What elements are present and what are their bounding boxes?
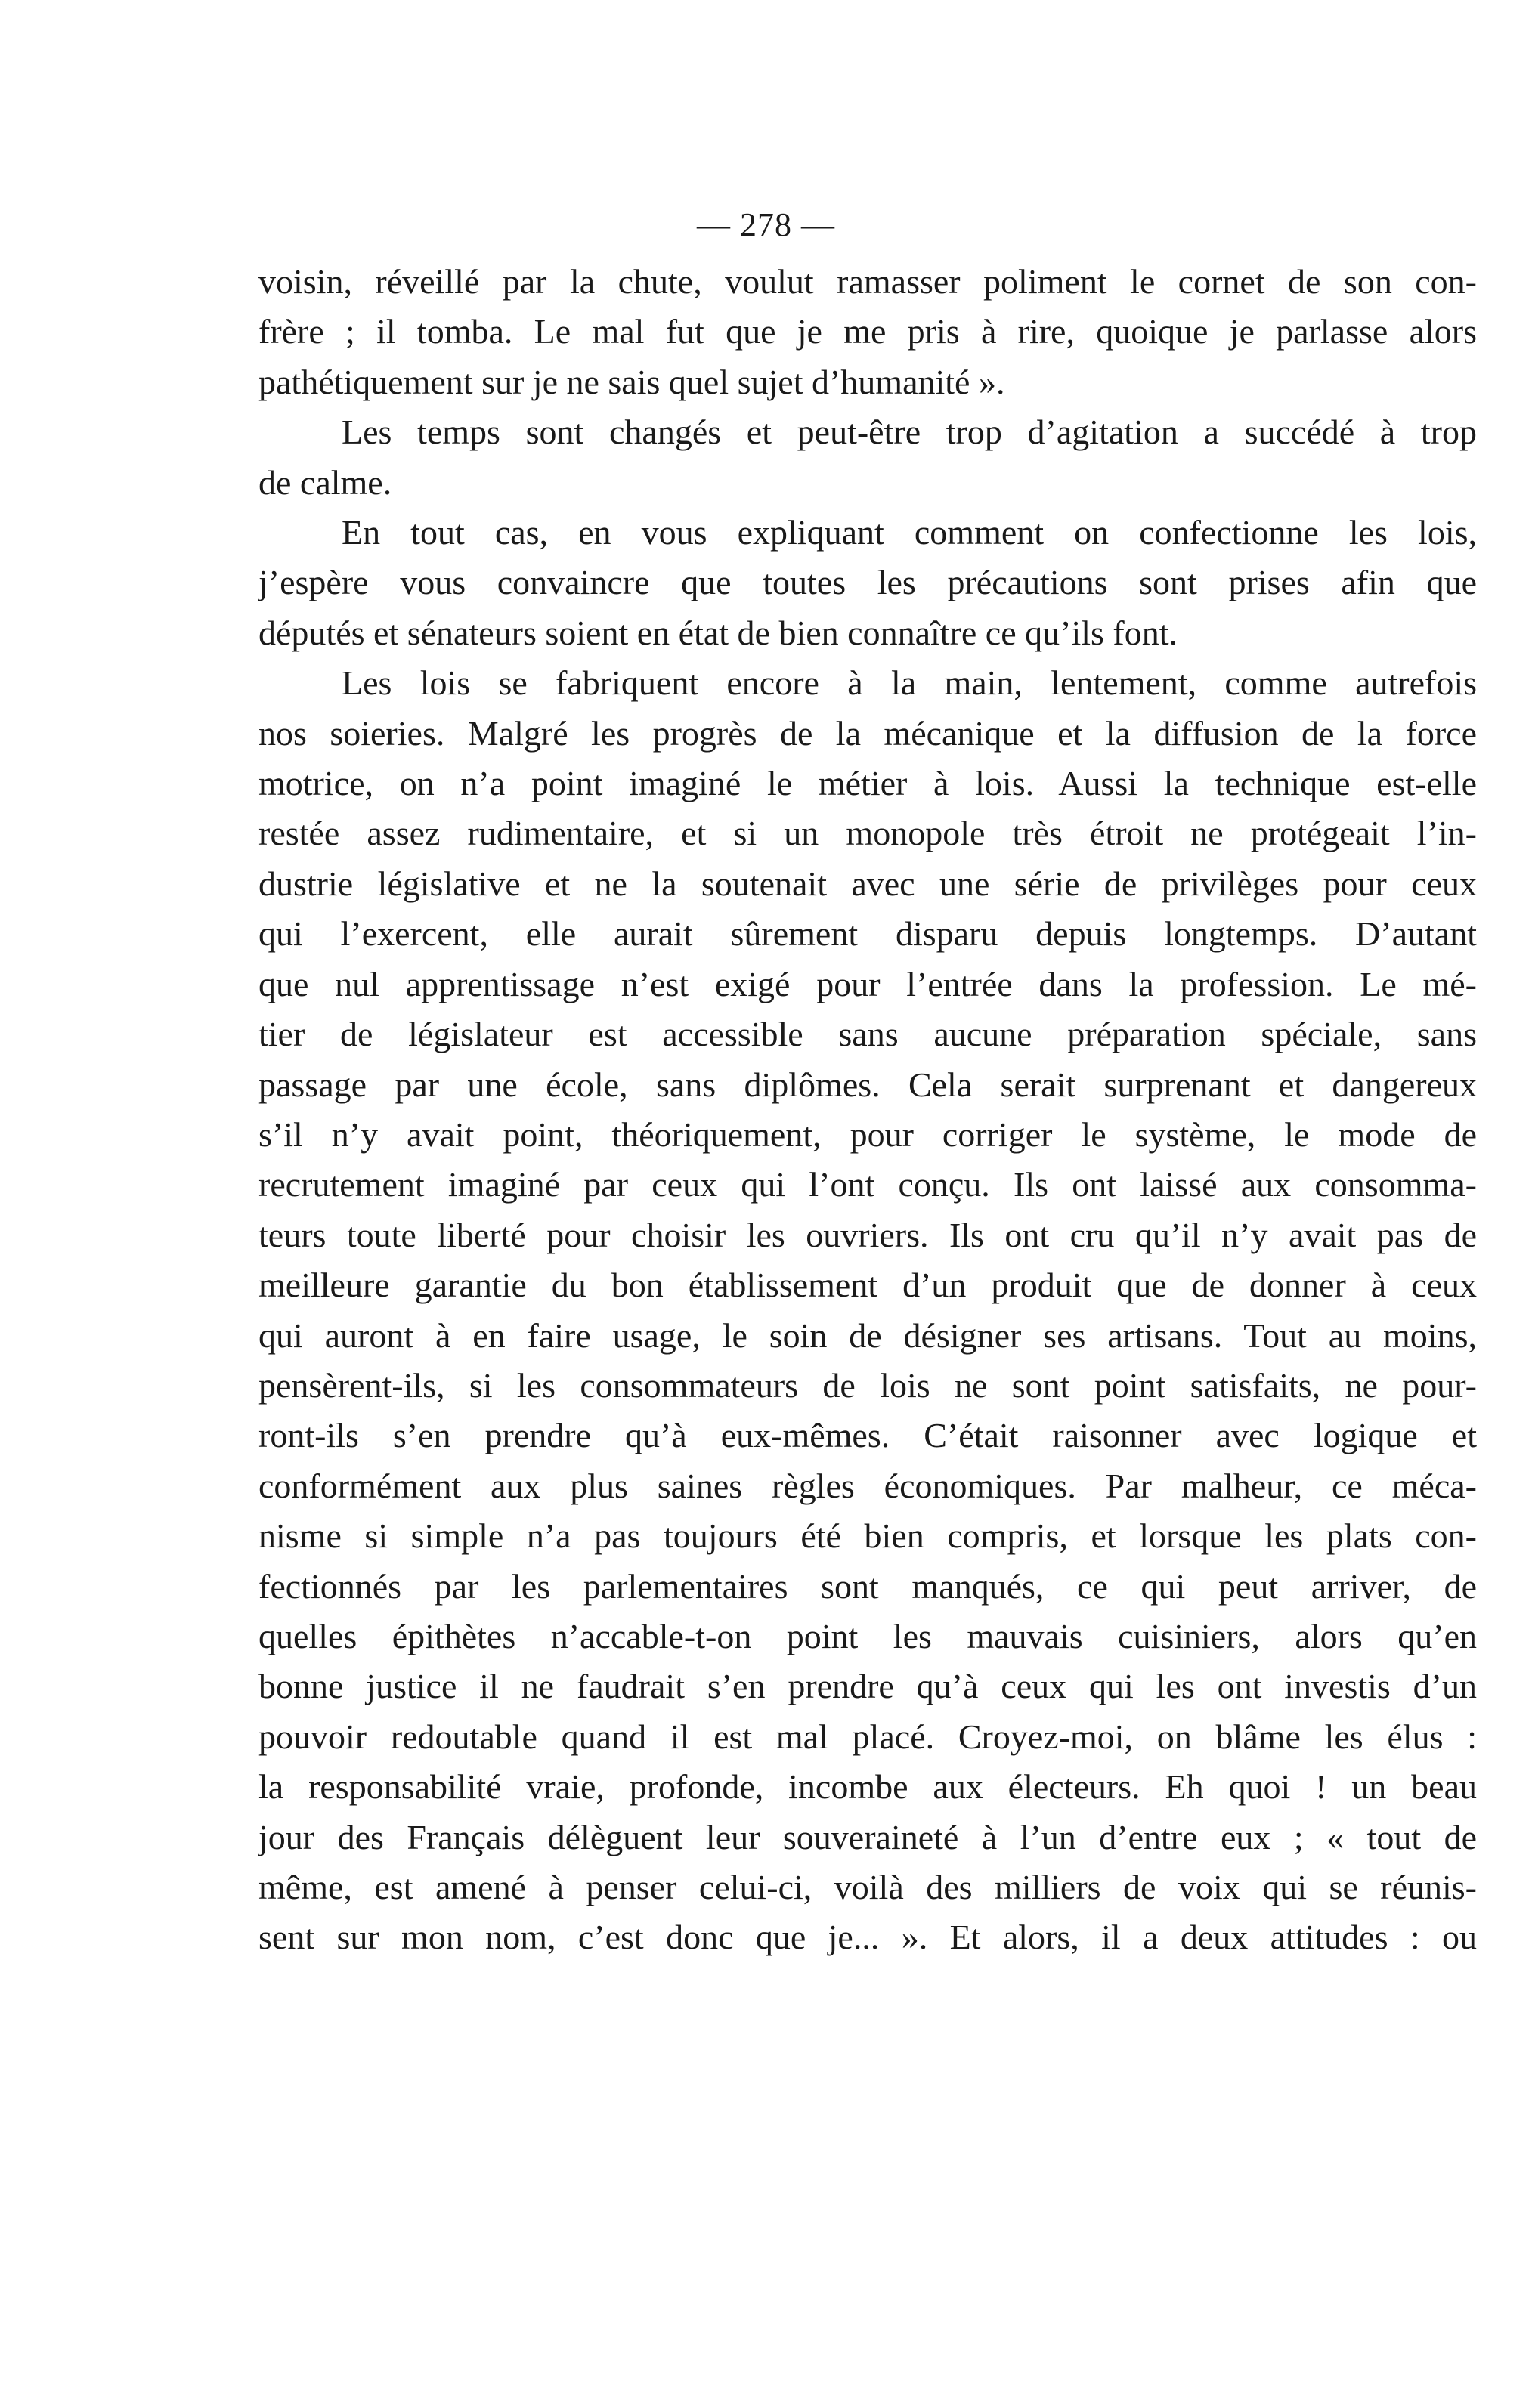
text-line: Les lois se fabriquent encore à la main, lentement, comme autrefois [342, 663, 1477, 703]
text-line: même, est amené à penser celui-ci, voilà des milliers de voix qui se réunis- [258, 1868, 1477, 1906]
text-line: passage par une école, sans diplômes. Cela serait surprenant et dangereux [258, 1065, 1477, 1104]
text-line: pouvoir redoutable quand il est mal placé. Croyez-moi, on blâme les élus : [258, 1717, 1477, 1756]
text-line: dustrie législative et ne la soutenait avec une série de privilèges pour ceux [258, 864, 1477, 903]
text-line: pathétiquement sur je ne sais quel sujet d’humanité ». [258, 362, 1005, 401]
page-number: — 278 — [697, 206, 835, 243]
text-line: Les temps sont changés et peut-être trop d’agitation a succédé à trop [342, 413, 1477, 452]
text-line: frère ; il tomba. Le mal fut que je me pris à rire, quoique je parlasse alors [258, 312, 1477, 351]
text-line: ront-ils s’en prendre qu’à eux-mêmes. C’était raisonner avec logique et [258, 1416, 1477, 1455]
text-line: qui auront à en faire usage, le soin de désigner ses artisans. Tout au moins, [258, 1315, 1477, 1355]
text-line: motrice, on n’a point imaginé le métier à lois. Aussi la technique est-elle [258, 764, 1477, 803]
text-line: teurs toute liberté pour choisir les ouvriers. Ils ont cru qu’il n’y avait pas de [258, 1215, 1477, 1254]
text-line: conformément aux plus saines règles économiques. Par malheur, ce méca- [258, 1466, 1477, 1505]
text-line: meilleure garantie du bon établissement d’un produit que de donner à ceux [258, 1266, 1477, 1305]
text-line: nos soieries. Malgré les progrès de la mécanique et la diffusion de la force [258, 713, 1477, 753]
text-line: j’espère vous convaincre que toutes les précautions sont prises afin que [258, 563, 1477, 602]
text-line: la responsabilité vraie, profonde, incombe aux électeurs. Eh quoi ! un beau [258, 1767, 1477, 1807]
text-line: pensèrent-ils, si les consommateurs de lois ne sont point satisfaits, ne pour- [258, 1365, 1477, 1405]
text-line: députés et sénateurs soient en état de bien connaître ce qu’ils font. [258, 613, 1178, 652]
text-line: sent sur mon nom, c’est donc que je... ». Et alors, il a deux attitudes : ou [258, 1918, 1477, 1957]
text-line: recrutement imaginé par ceux qui l’ont conçu. Ils ont laissé aux consomma- [258, 1165, 1477, 1204]
text-line: nisme si simple n’a pas toujours été bien compris, et lorsque les plats con- [258, 1516, 1477, 1556]
text-line: quelles épithètes n’accable-t-on point les mauvais cuisiniers, alors qu’en [258, 1616, 1477, 1655]
body-text [258, 257, 1477, 1963]
text-line: fectionnés par les parlementaires sont manqués, ce qui peut arriver, de [258, 1566, 1477, 1606]
text-line: voisin, réveillé par la chute, voulut ramasser poliment le cornet de son con- [258, 262, 1477, 301]
text-line: bonne justice il ne faudrait s’en prendre qu’à ceux qui les ont investis d’un [258, 1667, 1477, 1706]
text-line: que nul apprentissage n’est exigé pour l’entrée dans la profession. Le mé- [258, 964, 1477, 1003]
text-line: de calme. [258, 462, 392, 502]
text-line: qui l’exercent, elle aurait sûrement disparu depuis longtemps. D’autant [258, 914, 1477, 954]
text-line: En tout cas, en vous expliquant comment on confectionne les lois, [342, 513, 1477, 552]
text-line: jour des Français délèguent leur souveraineté à l’un d’entre eux ; « tout de [258, 1817, 1477, 1856]
text-line: tier de législateur est accessible sans aucune préparation spéciale, sans [258, 1015, 1477, 1054]
text-line: s’il n’y avait point, théoriquement, pour corriger le système, le mode de [258, 1114, 1477, 1154]
text-line: restée assez rudimentaire, et si un monopole très étroit ne protégeait l’in- [258, 814, 1477, 853]
